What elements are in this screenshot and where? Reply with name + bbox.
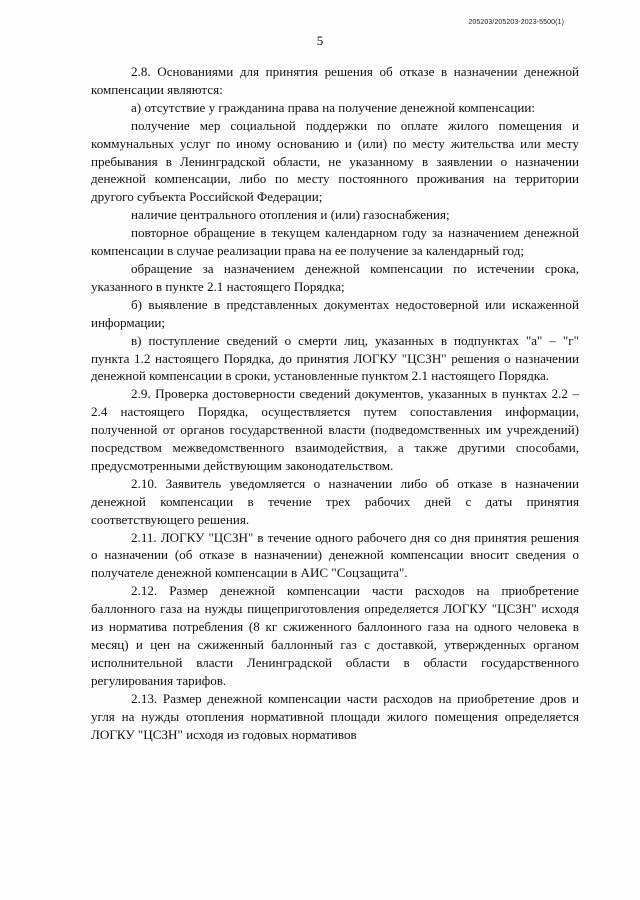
paragraph-2-13: 2.13. Размер денежной компенсации части расходов на приобретение дров и угля на нужды отопления нормативной площади жилого помещения определяется ЛОГКУ "ЦСЗН" исходя из годовых нормативов — [91, 690, 579, 742]
page-number: 5 — [316, 33, 324, 48]
paragraph-2-9: 2.9. Проверка достоверности сведений документов, указанных в пунктах 2.2 – 2.4 настоящего Порядка, осуществляется путем сопоставления информации, полученной от органов государственной власти (подведомственных им учреждений) посредством межведомственного взаимодействия, а также другими способами, предусмотренными действующим законодательством. — [91, 386, 579, 473]
paragraph-2-11: 2.11. ЛОГКУ "ЦСЗН" в течение одного рабочего дня со дня принятия решения о назначении (об отказе в назначении) денежной компенсации вносит сведения о получателе денежной компенсации в АИС "Соцзащита". — [91, 529, 579, 581]
list-item: наличие центрального отопления и (или) газоснабжения; — [131, 207, 450, 223]
list-item: повторное обращение в текущем календарном году за назначением денежной компенсации в случае реализации права на ее получение за календарный год; — [91, 225, 579, 259]
list-item: получение мер социальной поддержки по оплате жилого помещения и коммунальных услуг по иному основанию и (или) по месту жительства или месту пребывания в Ленинградской области, не указанному в заявлении о назначении денежной компенсации, либо по месту постоянного проживания на территории другого субъекта Российской Федерации; — [91, 117, 579, 205]
paragraph-2-12: 2.12. Размер денежной компенсации части расходов на приобретение баллонного газа на нужды пищеприготовления определяется ЛОГКУ "ЦСЗН" исходя из норматива потребления (8 кг сжиженного баллонного газа на одного человека в месяц) и цен на сжиженный баллонный газ с доставкой, утвержденных органом исполнительной власти Ленинградской области в области государственного регулирования тарифов. — [91, 583, 579, 688]
subparagraph-a: а) отсутствие у гражданина права на получение денежной компенсации: — [131, 99, 535, 115]
subparagraph-b: б) выявление в представленных документах недостоверной или искаженной информации; — [91, 296, 579, 330]
paragraph-2-10: 2.10. Заявитель уведомляется о назначении либо об отказе в назначении денежной компенсации в течение трех рабочих дней с даты принятия соответствующего решения. — [91, 475, 579, 527]
list-item: обращение за назначением денежной компенсации по истечении срока, указанного в пункте 2.1 настоящего Порядка; — [91, 260, 579, 294]
subparagraph-v: в) поступление сведений о смерти лиц, указанных в подпунктах "а" – "г" пункта 1.2 настоящего Порядка, до принятия ЛОГКУ "ЦСЗН" решения о назначении денежной компенсации в сроки, установленные пунктом 2.1 настоящего Порядка. — [91, 332, 579, 384]
document-id: 205203/205203-2023-5500(1) — [468, 19, 564, 26]
paragraph-2-8: 2.8. Основаниями для принятия решения об отказе в назначении денежной компенсации являются: — [91, 64, 579, 97]
document-body — [91, 63, 579, 743]
